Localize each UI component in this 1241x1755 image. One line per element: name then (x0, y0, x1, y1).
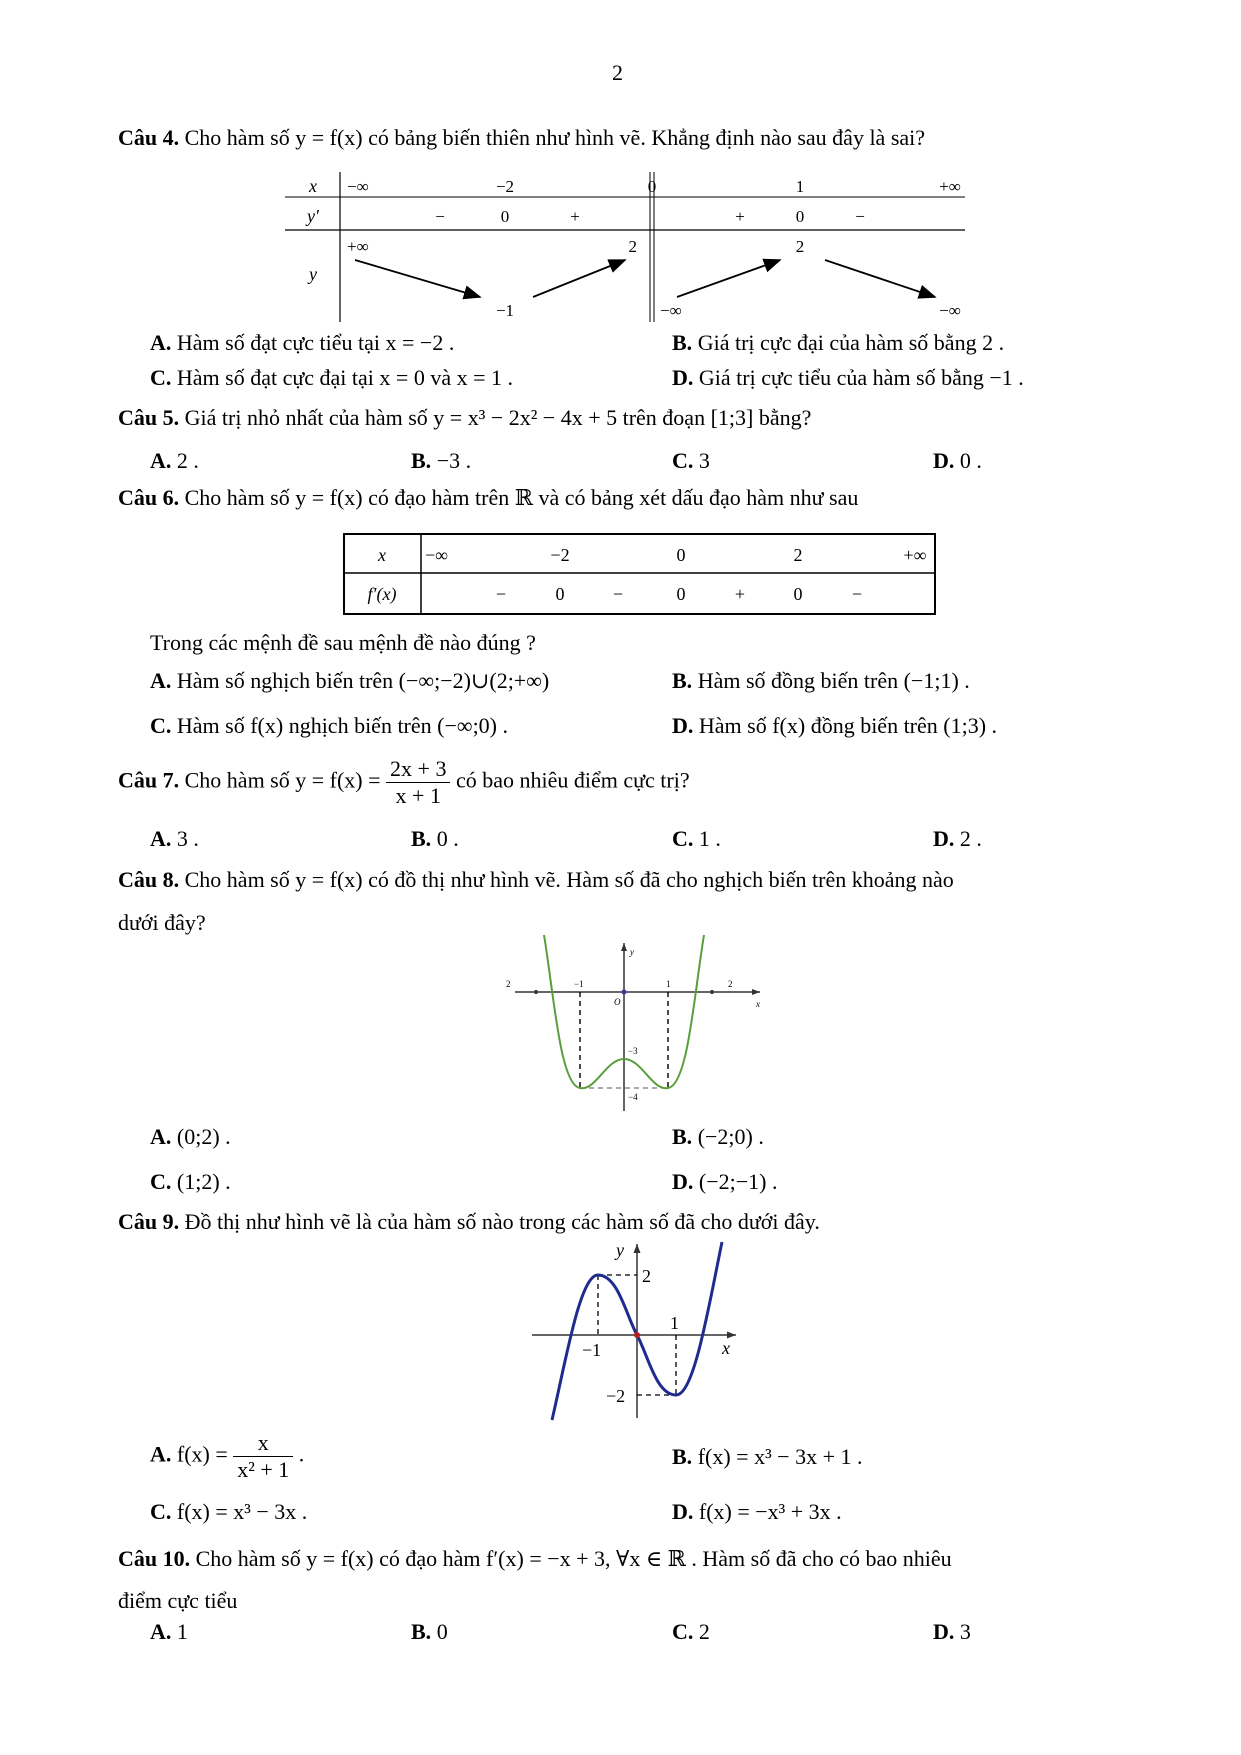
q4-x-val: 0 (647, 177, 657, 196)
q4-arrow-up (533, 260, 625, 297)
q10-stem-2: điểm cực tiểu (118, 1588, 238, 1613)
q9-option-d[interactable]: D. f(x) = −x³ + 3x . (672, 1499, 842, 1524)
q9-graph (530, 1240, 740, 1420)
q7-fraction (386, 756, 450, 809)
q4-option-c[interactable]: C. Hàm số đạt cực đại tại x = 0 và x = 1 . (150, 365, 513, 390)
q8-label-m4: −4 (628, 1092, 638, 1102)
q4-arrow-down (825, 260, 935, 297)
q7-pre: Cho hàm số y = f(x) = (184, 767, 381, 793)
q6-label: Câu 6. (118, 485, 180, 510)
q5-label: Câu 5. (118, 405, 180, 430)
q9-option-b[interactable]: B. f(x) = x³ − 3x + 1 . (672, 1444, 863, 1469)
q7-numerator: 2x + 3 (386, 756, 450, 783)
q9-text: Đồ thị như hình vẽ là của hàm số nào trong các hàm số đã cho dưới đây. (184, 1209, 820, 1234)
q8-graph (506, 935, 770, 1113)
q4-x-val: +∞ (939, 177, 961, 196)
q4-option-b[interactable]: B. Giá trị cực đại của hàm số bằng 2 . (672, 330, 1005, 355)
q7-post: có bao nhiêu điểm cực trị? (455, 767, 690, 793)
q4-sign: + (735, 207, 745, 226)
q8-stem (118, 866, 954, 894)
q6-option-c[interactable]: C. Hàm số f(x) nghịch biến trên (−∞;0) . (150, 713, 509, 738)
q9-a-numerator: x (233, 1430, 293, 1457)
q6-sign: 0 (676, 584, 686, 604)
q6-x-val: +∞ (903, 545, 927, 565)
q6-sign: 0 (793, 584, 803, 604)
q4-variation-table (285, 172, 965, 324)
q7-option-b[interactable]: B. 0 . (411, 826, 459, 851)
q4-arrow-up (677, 260, 780, 297)
q8-option-c[interactable]: C. (1;2) . (150, 1169, 231, 1194)
q10-label: Câu 10. (118, 1546, 191, 1571)
q6-sign: 0 (555, 584, 565, 604)
q10-option-a[interactable]: A. 1 (150, 1619, 188, 1644)
q6-option-b[interactable]: B. Hàm số đồng biến trên (−1;1) . (672, 668, 970, 693)
q4-option-d[interactable]: D. Giá trị cực tiểu của hàm số bằng −1 . (672, 365, 1024, 390)
q8-label: Câu 8. (118, 867, 180, 892)
q9-a-fraction (233, 1430, 293, 1483)
q8-option-a[interactable]: A. (0;2) . (150, 1124, 231, 1149)
q8-label-x: x (756, 999, 760, 1009)
q4-x-val: 1 (795, 177, 805, 196)
q4-x-val: −∞ (347, 177, 369, 196)
q4-y-val: +∞ (347, 237, 369, 256)
q8-label-o: O (614, 997, 621, 1007)
q9-a-denominator: x² + 1 (237, 1457, 290, 1482)
q9-label-m2: −2 (606, 1386, 626, 1406)
q9-label-y: y (616, 1240, 624, 1260)
q9-option-a[interactable]: A. f(x) = $\frac{x}{\text{x² + 1}}$ . (150, 1430, 305, 1482)
q9-label: Câu 9. (118, 1209, 180, 1234)
page-number: 2 (612, 60, 623, 85)
q9-option-c[interactable]: C. f(x) = x³ − 3x . (150, 1499, 308, 1524)
q4-sign: + (570, 207, 580, 226)
q5-text: Giá trị nhỏ nhất của hàm số y = x³ − 2x² − 4x + 5 trên đoạn [1;3] bằng? (184, 405, 812, 430)
q4-y-val: −1 (495, 301, 515, 320)
q6-row-x: x (378, 545, 386, 565)
q8-label-m1: −1 (574, 979, 584, 989)
q8-text: Cho hàm số y = f(x) có đồ thị như hình vẽ. Hàm số đã cho nghịch biến trên khoảng nào (184, 867, 954, 892)
q6-sign: − (495, 584, 507, 604)
q4-option-a[interactable]: A. Hàm số đạt cực tiểu tại x = −2 . (150, 330, 455, 355)
q4-sign: 0 (500, 207, 510, 226)
q7-stem (118, 756, 690, 809)
q9-label-1: 1 (670, 1313, 679, 1333)
q4-arrow-down (355, 260, 480, 297)
q8-label-p2: 2 (728, 979, 733, 989)
q6-sign: − (612, 584, 624, 604)
q10-option-d[interactable]: D. 3 (933, 1619, 971, 1644)
q8-option-d[interactable]: D. (−2;−1) . (672, 1169, 778, 1194)
q10-stem (118, 1545, 952, 1573)
q10-option-c[interactable]: C. 2 (672, 1619, 710, 1644)
q7-option-c[interactable]: C. 1 . (672, 826, 721, 851)
q6-x-val: 0 (676, 545, 686, 565)
q8-label-p1: 1 (666, 979, 671, 989)
q4-y-val: 2 (628, 237, 637, 256)
q8-option-b[interactable]: B. (−2;0) . (672, 1124, 764, 1149)
q8-label-m2: 2 (506, 979, 511, 989)
q4-y-val: −∞ (939, 301, 961, 320)
q5-option-a[interactable]: A. 2 . (150, 448, 199, 473)
q6-sign-table (343, 533, 937, 617)
q6-x-val: 2 (793, 545, 803, 565)
q4-sign: 0 (795, 207, 805, 226)
q7-option-a[interactable]: A. 3 . (150, 826, 199, 851)
q6-sign: + (734, 584, 746, 604)
q4-row-yp: y′ (307, 206, 319, 226)
q4-text: Cho hàm số y = f(x) có bảng biến thiên như hình vẽ. Khẳng định nào sau đây là sai? (184, 125, 926, 150)
q6-x-val: −2 (550, 545, 570, 565)
q5-stem (118, 404, 811, 432)
q4-stem (118, 124, 925, 152)
q6-sign: − (851, 584, 863, 604)
q4-sign: − (855, 207, 865, 226)
q6-row-fp: f′(x) (367, 584, 397, 604)
q6-stem (118, 484, 858, 512)
q9-label-2: 2 (642, 1266, 651, 1286)
q7-denominator: x + 1 (395, 783, 441, 808)
q4-label: Câu 4. (118, 125, 180, 150)
q5-option-b[interactable]: B. −3 . (411, 448, 472, 473)
q4-y-val: 2 (795, 237, 805, 256)
q8-stem-2: dưới đây? (118, 910, 206, 935)
q4-row-x: x (309, 176, 317, 196)
q8-label-m3: −3 (628, 1046, 638, 1056)
q6-text: Cho hàm số y = f(x) có đạo hàm trên ℝ và có bảng xét dấu đạo hàm như sau (184, 485, 859, 510)
q7-label: Câu 7. (118, 767, 180, 793)
q9-label-m1: −1 (582, 1340, 602, 1360)
q4-x-val: −2 (495, 177, 515, 196)
q4-y-val: −∞ (660, 301, 682, 320)
q10-text: Cho hàm số y = f(x) có đạo hàm f′(x) = −x + 3, ∀x ∈ ℝ . Hàm số đã cho có bao nhiêu (195, 1546, 952, 1571)
q8-label-y: y (630, 947, 634, 957)
q5-option-c[interactable]: C. 3 (672, 448, 710, 473)
q4-row-y: y (309, 264, 317, 284)
q9-label-x: x (722, 1338, 730, 1358)
q6-prompt: Trong các mệnh đề sau mệnh đề nào đúng ? (150, 630, 536, 655)
q5-option-d[interactable]: D. 0 . (933, 448, 982, 473)
q4-sign: − (435, 207, 445, 226)
q10-option-b[interactable]: B. 0 (411, 1619, 448, 1644)
q9-stem (118, 1208, 820, 1236)
q6-option-d[interactable]: D. Hàm số f(x) đồng biến trên (1;3) . (672, 713, 998, 738)
q6-option-a[interactable]: A. Hàm số nghịch biến trên (−∞;−2)∪(2;+∞) (150, 668, 550, 693)
q7-option-d[interactable]: D. 2 . (933, 826, 982, 851)
q6-x-val: −∞ (425, 545, 448, 565)
